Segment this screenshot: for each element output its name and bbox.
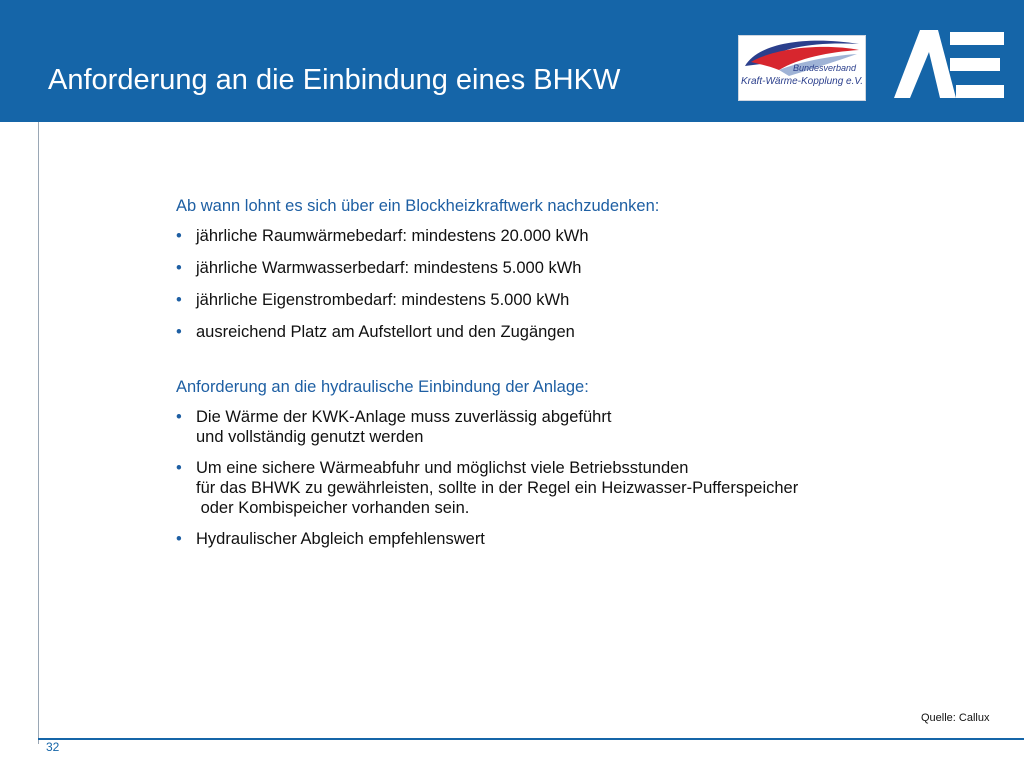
bullet-icon: • bbox=[176, 323, 182, 341]
list-item bbox=[176, 226, 976, 246]
bullet-list bbox=[176, 226, 976, 342]
list-item bbox=[176, 322, 976, 342]
list-item bbox=[176, 458, 976, 518]
list-item bbox=[176, 529, 976, 549]
page-number: 32 bbox=[46, 740, 60, 754]
slide-header bbox=[0, 0, 1024, 122]
bkwk-logo-line1: Bundesverband bbox=[793, 63, 857, 73]
section-profitability bbox=[176, 196, 976, 342]
section-heading: Anforderung an die hydraulische Einbindung der Anlage: bbox=[176, 378, 589, 396]
slide-title: Anforderung an die Einbindung eines BHKW bbox=[48, 64, 621, 96]
list-item-text: Um eine sichere Wärmeabfuhr und möglichst viele Betriebsstunden für das BHWK zu gewährleisten, sollte in der Regel ein Heizwasser-Pufferspeicher oder Kombispeicher vorhanden sein. bbox=[196, 459, 799, 517]
bullet-icon: • bbox=[176, 408, 182, 426]
list-item bbox=[176, 407, 976, 447]
frame-left-line bbox=[38, 122, 39, 744]
list-item-text: Hydraulischer Abgleich empfehlenswert bbox=[196, 530, 485, 548]
list-item-text: ausreichend Platz am Aufstellort und den Zugängen bbox=[196, 323, 575, 341]
list-item-text: jährliche Raumwärmebedarf: mindestens 20.000 kWh bbox=[196, 227, 589, 245]
section-hydraulic bbox=[176, 377, 976, 549]
source-citation: Quelle: Callux bbox=[921, 712, 990, 724]
bullet-icon: • bbox=[176, 259, 182, 277]
list-item bbox=[176, 290, 976, 310]
frame-bottom-line bbox=[38, 738, 1024, 740]
section-heading: Ab wann lohnt es sich über ein Blockheizkraftwerk nachzudenken: bbox=[176, 197, 660, 215]
list-item-text: jährliche Warmwasserbedarf: mindestens 5.000 kWh bbox=[196, 259, 582, 277]
bkwk-logo bbox=[738, 35, 866, 101]
bullet-icon: • bbox=[176, 459, 182, 477]
slide-content bbox=[176, 196, 976, 560]
bullet-icon: • bbox=[176, 291, 182, 309]
bkwk-logo-line2: Kraft-Wärme-Kopplung e.V. bbox=[741, 76, 864, 87]
list-item bbox=[176, 258, 976, 278]
bullet-icon: • bbox=[176, 227, 182, 245]
bullet-list bbox=[176, 407, 976, 549]
list-item-text: Die Wärme der KWK-Anlage muss zuverlässig abgeführt und vollständig genutzt werden bbox=[196, 408, 612, 446]
list-item-text: jährliche Eigenstrombedarf: mindestens 5.000 kWh bbox=[196, 291, 570, 309]
bullet-icon: • bbox=[176, 530, 182, 548]
ae-logo-icon bbox=[894, 30, 1004, 100]
